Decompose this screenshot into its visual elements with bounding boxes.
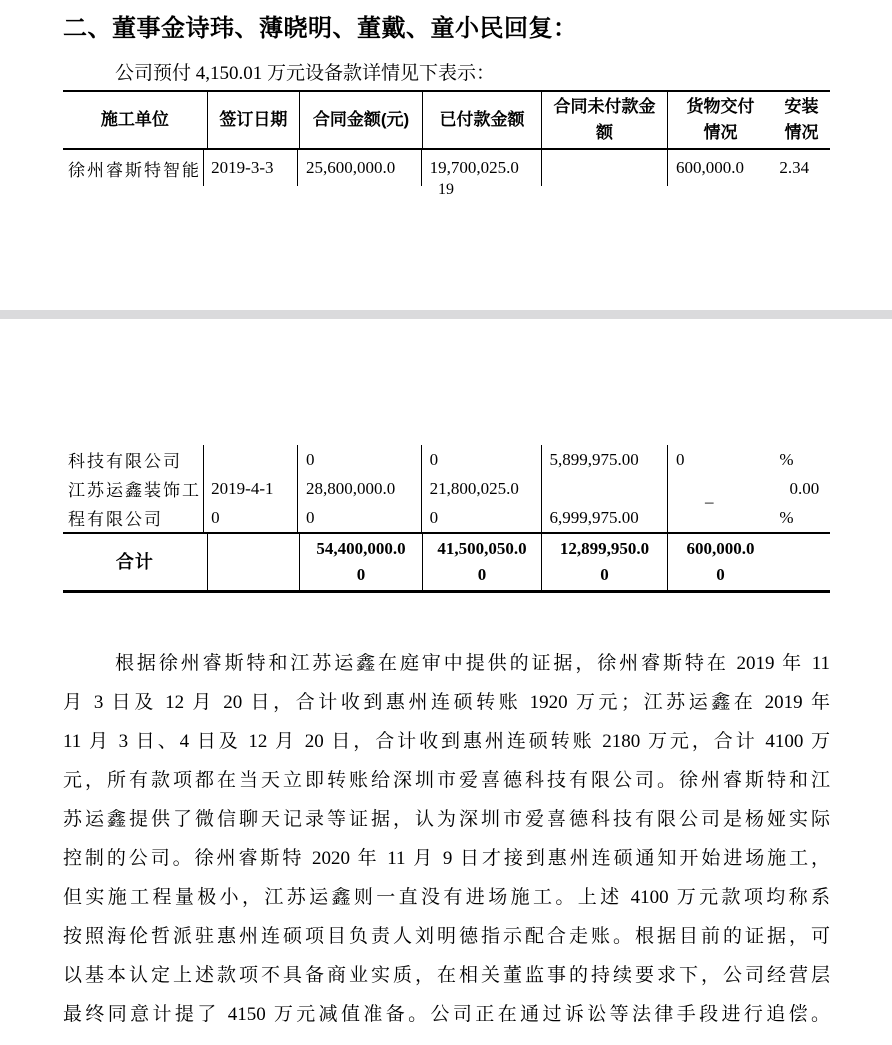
cell-delivery: 0 xyxy=(676,449,685,469)
table-row xyxy=(63,474,830,511)
cell-total-paid: 41,500,050.0 0 xyxy=(422,534,541,590)
paragraph-line: 控制的公司。徐州睿斯特 2020 年 11 月 9 日才接到惠州连硕通知开始进场施工， xyxy=(63,848,830,869)
header-date: 签订日期 xyxy=(207,92,299,148)
cell-date: 2019-4-1 xyxy=(203,474,297,503)
body-paragraph xyxy=(63,644,830,1034)
header-unpaid: 合同未付款金 额 xyxy=(541,92,667,148)
cell-delivery: – xyxy=(705,491,714,511)
paragraph-line: 以基本认定上述款项不具备商业实质，在相关董监事的持续要求下，公司经营层 xyxy=(63,965,830,986)
cell-total-delivery: 600,000.0 0 xyxy=(686,539,755,584)
cell-install: % xyxy=(779,449,794,469)
table-header-row xyxy=(63,90,830,150)
cell-amount: 0 xyxy=(297,445,421,474)
header-amount: 合同金额(元) xyxy=(299,92,422,148)
paragraph-line: 苏运鑫提供了微信聊天记录等证据，认为深圳市爱喜德科技有限公司是杨娅实际 xyxy=(63,809,830,830)
table-row xyxy=(63,445,830,474)
cell-unit: 程有限公司 xyxy=(68,510,163,529)
cell-delivery: 600,000.0 xyxy=(676,158,745,177)
header-unit: 施工单位 xyxy=(100,110,169,129)
page-number: 19 xyxy=(438,181,454,198)
cell-install: 2.34 xyxy=(779,158,810,177)
cell-total-amount: 54,400,000.0 0 xyxy=(299,534,422,590)
paragraph-line: 元，所有款项都在当天立即转账给深圳市爱喜德科技有限公司。徐州睿斯特和江 xyxy=(63,770,830,791)
cell-total-install xyxy=(773,534,830,590)
cell-total-label: 合计 xyxy=(115,552,154,572)
cell-install: 0.00 xyxy=(789,478,820,498)
paragraph-line: 最终同意计提了 4150 万元减值准备。公司正在通过诉讼等法律手段进行追偿。 xyxy=(63,1004,830,1025)
intro-paragraph: 公司预付 4,150.01 万元设备款详情见下表示： xyxy=(115,63,496,84)
paragraph-line: 按照海伦哲派驻惠州连硕项目负责人刘明德指示配合走账。根据目前的证据，可 xyxy=(63,926,830,947)
cell-amount: 25,600,000.0 xyxy=(297,150,421,186)
cell-paid: 0 xyxy=(421,503,541,532)
paragraph-line: 根据徐州睿斯特和江苏运鑫在庭审中提供的证据，徐州睿斯特在 2019 年 11 xyxy=(115,653,830,674)
header-install: 安装 情况 xyxy=(784,97,819,142)
cell-unit: 徐州睿斯特智能 xyxy=(68,160,201,180)
cell-paid: 0 xyxy=(421,445,541,474)
header-delivery: 货物交付 情况 xyxy=(686,97,755,142)
paragraph-line: 11 月 3 日、4 日及 12 月 20 日，合计收到惠州连硕转账 2180 万元，合计 4100 万 xyxy=(63,731,830,752)
section-heading: 二、董事金诗玮、薄晓明、董戴、童小民回复： xyxy=(63,15,578,42)
table-total-row xyxy=(63,532,830,593)
cell-amount: 28,800,000.0 xyxy=(297,474,421,503)
cell-install: % xyxy=(779,507,794,527)
cell-amount: 0 xyxy=(297,503,421,532)
cell-date: 0 xyxy=(203,503,297,532)
cell-unpaid: 5,899,975.00 xyxy=(541,445,667,474)
cell-date: 2019-3-3 xyxy=(203,150,297,186)
cell-unpaid xyxy=(541,474,667,503)
header-paid: 已付款金额 xyxy=(422,92,541,148)
cell-date xyxy=(203,445,297,474)
cell-total-unpaid: 12,899,950.0 0 xyxy=(541,534,667,590)
cell-paid: 21,800,025.0 xyxy=(421,474,541,503)
header-delivery-install xyxy=(667,92,830,148)
equipment-table-page19 xyxy=(63,90,830,186)
page-break-band xyxy=(0,310,892,319)
equipment-table-page20 xyxy=(63,445,830,593)
paragraph-line: 月 3 日及 12 月 20 日，合计收到惠州连硕转账 1920 万元；江苏运鑫在 2019 年 xyxy=(63,692,830,713)
cell-unpaid: 6,999,975.00 xyxy=(541,503,667,532)
cell-unit: 科技有限公司 xyxy=(68,452,182,471)
cell-paid: 19,700,025.0 xyxy=(421,150,541,186)
cell-unit: 江苏运鑫装饰工 xyxy=(68,481,201,500)
paragraph-line: 但实施工程量极小，江苏运鑫则一直没有进场施工。上述 4100 万元款项均称系 xyxy=(63,887,830,908)
